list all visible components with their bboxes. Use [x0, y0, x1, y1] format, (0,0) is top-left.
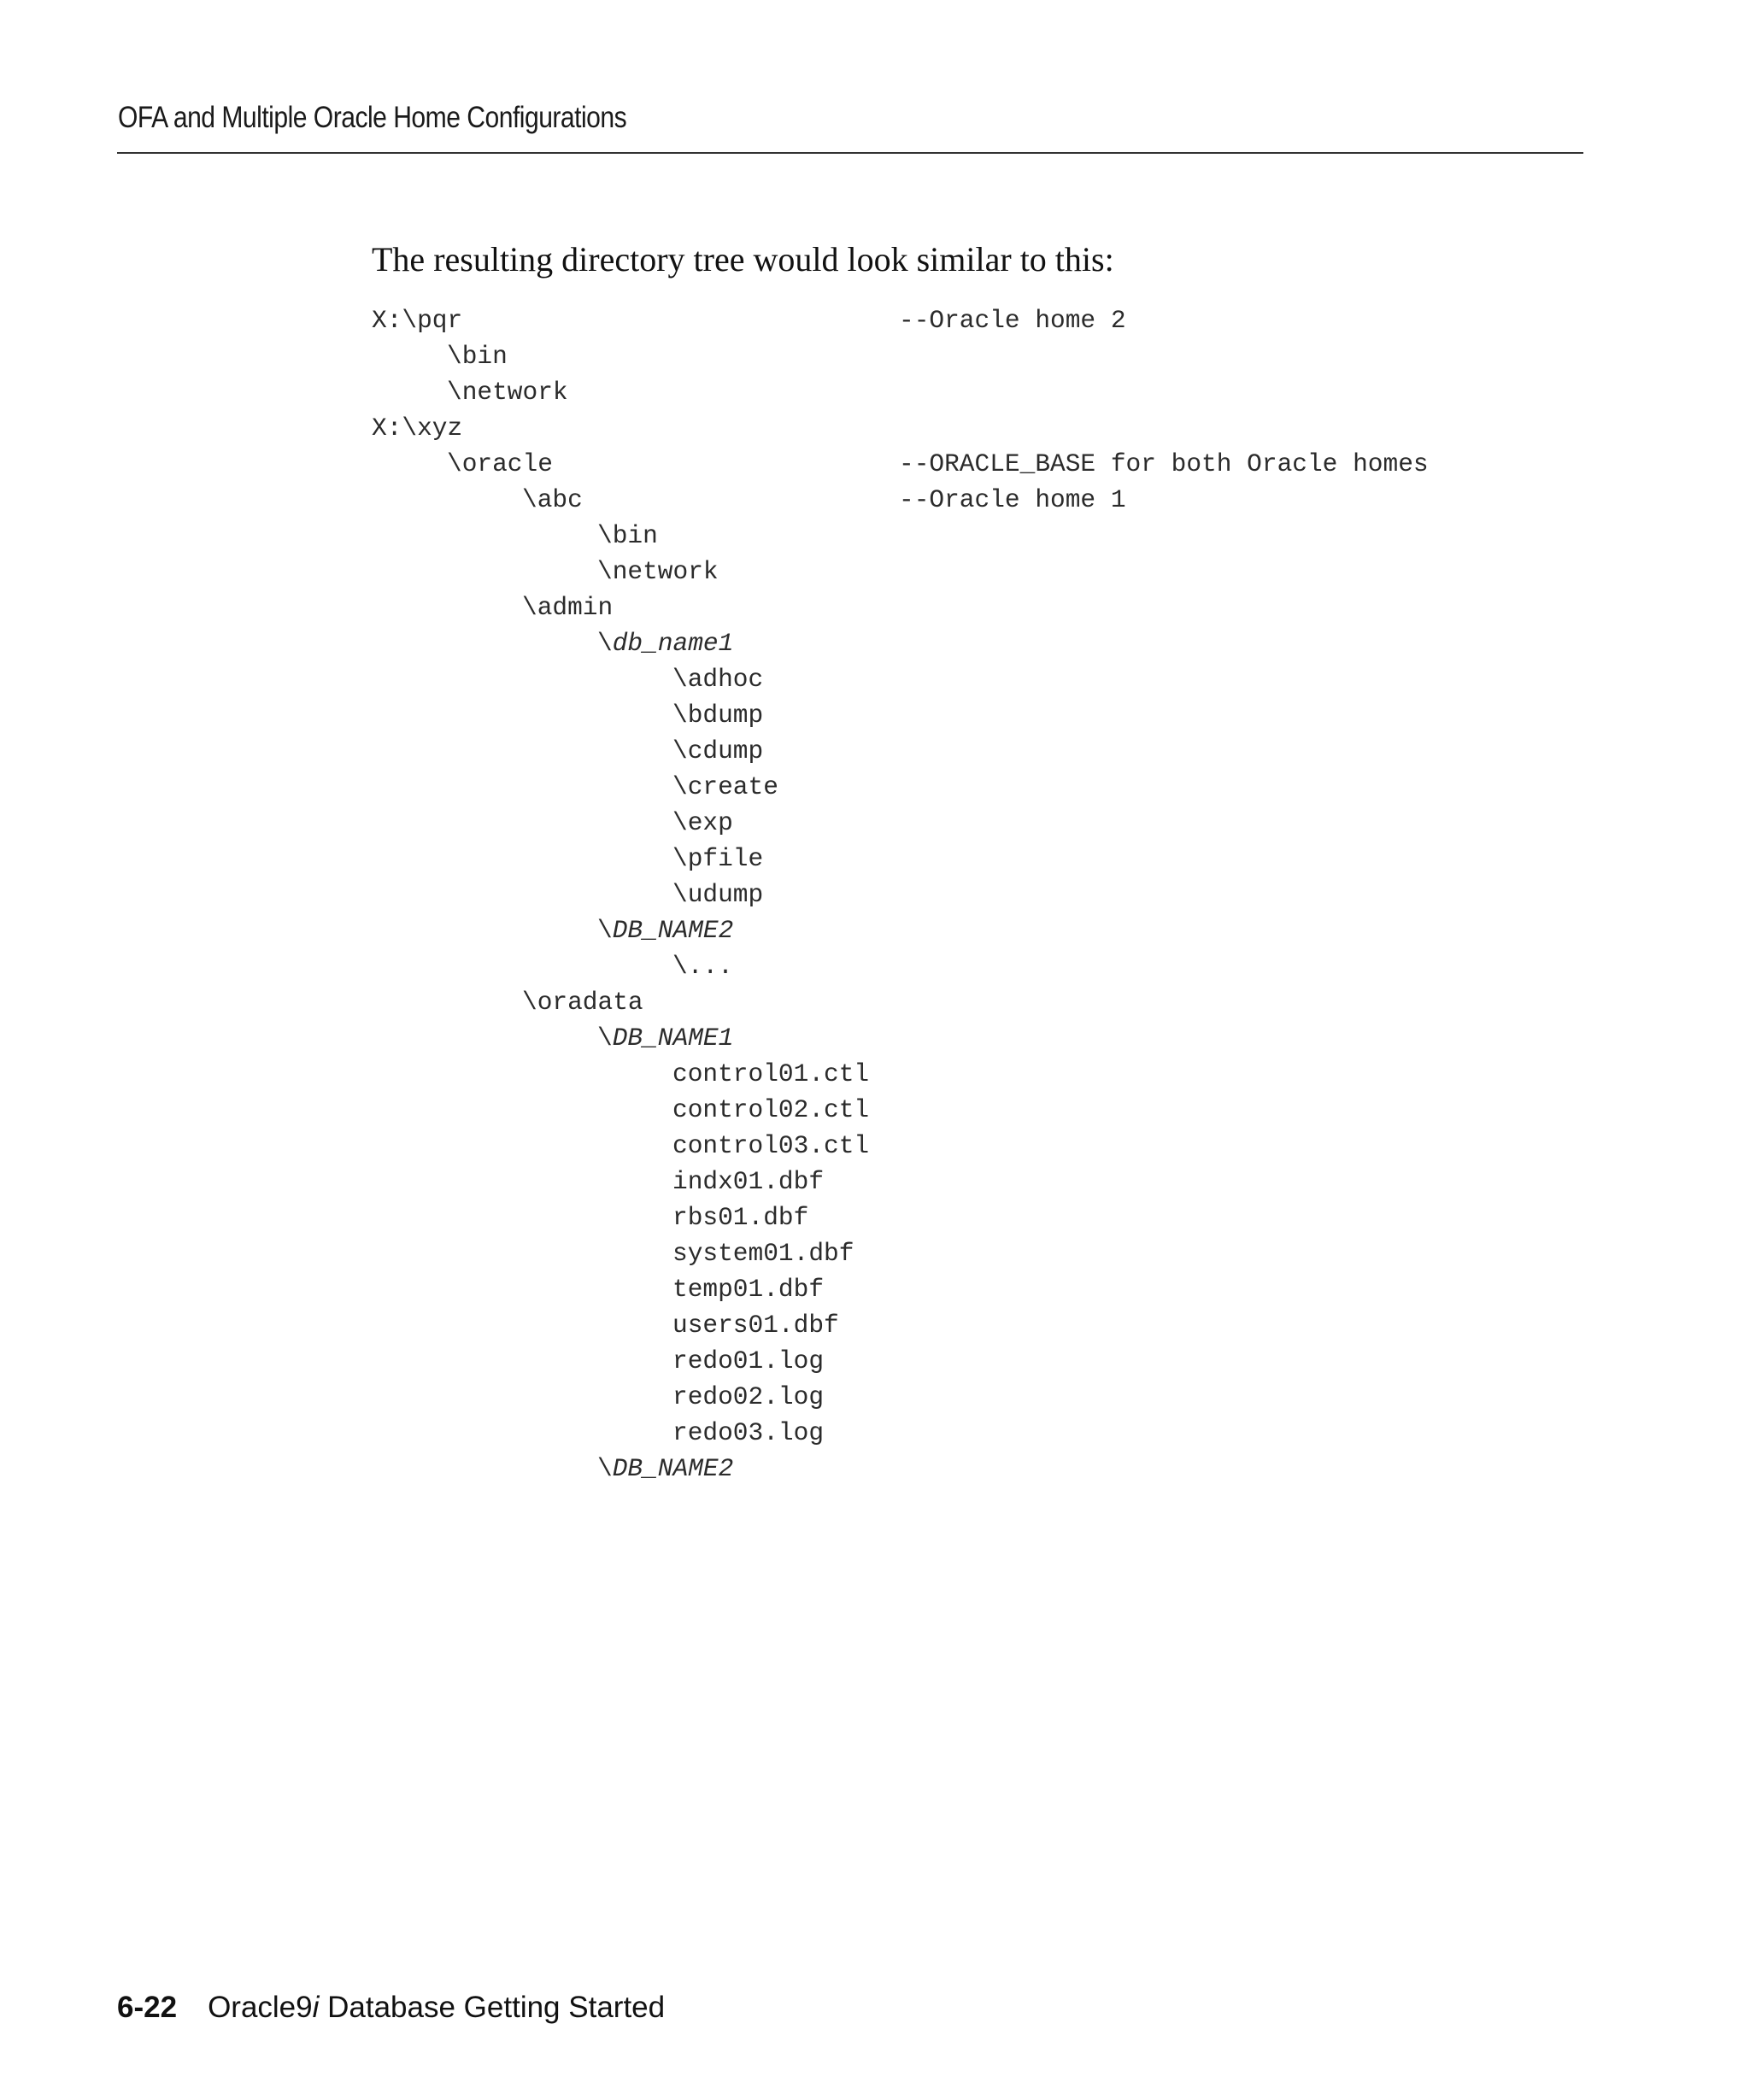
- tree-entry: [672, 1343, 824, 1379]
- tree-entry: [672, 805, 733, 841]
- directory-name: xyz: [417, 414, 463, 443]
- tree-entry: [672, 769, 778, 805]
- tree-entry: [597, 625, 733, 661]
- directory-name: abc: [537, 485, 583, 514]
- tree-entry: [672, 1415, 824, 1451]
- directory-name: create: [687, 772, 778, 801]
- directory-name: oracle: [461, 449, 553, 478]
- tree-entry: [522, 590, 613, 625]
- path-prefix: \: [672, 701, 688, 730]
- tree-entry: [672, 877, 763, 912]
- tree-entry: [522, 984, 643, 1020]
- directory-name: DB_NAME2: [612, 916, 734, 945]
- directory-name: ...: [687, 952, 733, 981]
- tree-entry: [672, 661, 763, 697]
- directory-name: system01.dbf: [672, 1239, 854, 1268]
- directory-name: bin: [612, 521, 658, 550]
- directory-name: rbs01.dbf: [672, 1203, 809, 1232]
- tree-entry: [447, 374, 568, 410]
- directory-name: udump: [687, 880, 764, 909]
- path-prefix: \: [672, 880, 688, 909]
- directory-name: redo02.log: [672, 1382, 825, 1411]
- directory-name: oradata: [537, 988, 643, 1017]
- tree-entry: [672, 1235, 854, 1271]
- directory-name: DB_NAME2: [612, 1454, 734, 1483]
- path-prefix: X:\: [372, 414, 418, 443]
- tree-entry: [672, 1200, 808, 1235]
- path-prefix: \: [522, 988, 537, 1017]
- tree-entry: [672, 1056, 869, 1092]
- tree-entry: [672, 1164, 824, 1200]
- path-prefix: \: [522, 593, 537, 622]
- page-footer: [117, 1991, 665, 2025]
- directory-name: control02.ctl: [672, 1095, 870, 1124]
- path-prefix: \: [597, 557, 613, 586]
- tree-entry: [672, 733, 763, 769]
- tree-entry: [672, 1379, 824, 1415]
- directory-name: redo01.log: [672, 1346, 825, 1376]
- path-prefix: \: [597, 1024, 613, 1053]
- path-prefix: \: [672, 952, 688, 981]
- directory-name: bin: [461, 342, 508, 371]
- path-prefix: \: [672, 844, 688, 873]
- path-prefix: \: [672, 808, 688, 837]
- path-prefix: \: [597, 521, 613, 550]
- tree-entry: [672, 948, 733, 984]
- tree-entry: [672, 1092, 869, 1128]
- page-number: 6-22: [117, 1991, 178, 2024]
- tree-entry: [372, 302, 462, 338]
- directory-name: control01.ctl: [672, 1059, 870, 1088]
- directory-name: indx01.dbf: [672, 1167, 825, 1196]
- directory-name: control03.ctl: [672, 1131, 870, 1160]
- path-prefix: X:\: [372, 306, 418, 335]
- tree-entry: [672, 1128, 869, 1164]
- directory-name: pqr: [417, 306, 463, 335]
- tree-entry: [672, 1307, 839, 1343]
- path-prefix: \: [447, 449, 462, 478]
- directory-name: DB_NAME1: [612, 1024, 734, 1053]
- path-prefix: \: [447, 342, 462, 371]
- tree-entry: [672, 1271, 824, 1307]
- directory-name: network: [461, 378, 568, 407]
- directory-name: users01.dbf: [672, 1311, 839, 1340]
- path-prefix: \: [672, 772, 688, 801]
- running-header: OFA and Multiple Oracle Home Configurations: [118, 101, 627, 134]
- tree-entry: [597, 912, 733, 948]
- directory-name: bdump: [687, 701, 764, 730]
- tree-entry: [522, 482, 583, 518]
- directory-name: network: [612, 557, 719, 586]
- tree-entry: [447, 338, 508, 374]
- tree-comment: --ORACLE_BASE for both Oracle homes: [899, 449, 1429, 478]
- tree-comment: --Oracle home 1: [899, 485, 1126, 514]
- directory-name: temp01.dbf: [672, 1275, 825, 1304]
- path-prefix: \: [522, 485, 537, 514]
- intro-paragraph: The resulting directory tree would look similar to this:: [372, 240, 1114, 279]
- tree-entry: [597, 518, 658, 554]
- path-prefix: \: [672, 665, 688, 694]
- tree-comment: --Oracle home 2: [899, 306, 1126, 335]
- directory-name: pfile: [687, 844, 764, 873]
- tree-entry: [672, 841, 763, 877]
- path-prefix: \: [597, 629, 613, 658]
- directory-name: db_name1: [612, 629, 734, 658]
- path-prefix: \: [597, 1454, 613, 1483]
- directory-name: admin: [537, 593, 614, 622]
- tree-entry: [447, 446, 553, 482]
- path-prefix: \: [597, 916, 613, 945]
- directory-name: redo03.log: [672, 1418, 825, 1447]
- path-prefix: \: [672, 736, 688, 766]
- path-prefix: \: [447, 378, 462, 407]
- tree-entry: [597, 1020, 733, 1056]
- tree-entry: [597, 554, 719, 590]
- directory-name: cdump: [687, 736, 764, 766]
- directory-name: adhoc: [687, 665, 764, 694]
- tree-entry: [597, 1451, 733, 1487]
- book-title: Oracle9i Database Getting Started: [208, 1991, 666, 2024]
- directory-name: exp: [687, 808, 733, 837]
- tree-entry: [372, 410, 462, 446]
- tree-entry: [672, 697, 763, 733]
- header-rule: [117, 152, 1583, 154]
